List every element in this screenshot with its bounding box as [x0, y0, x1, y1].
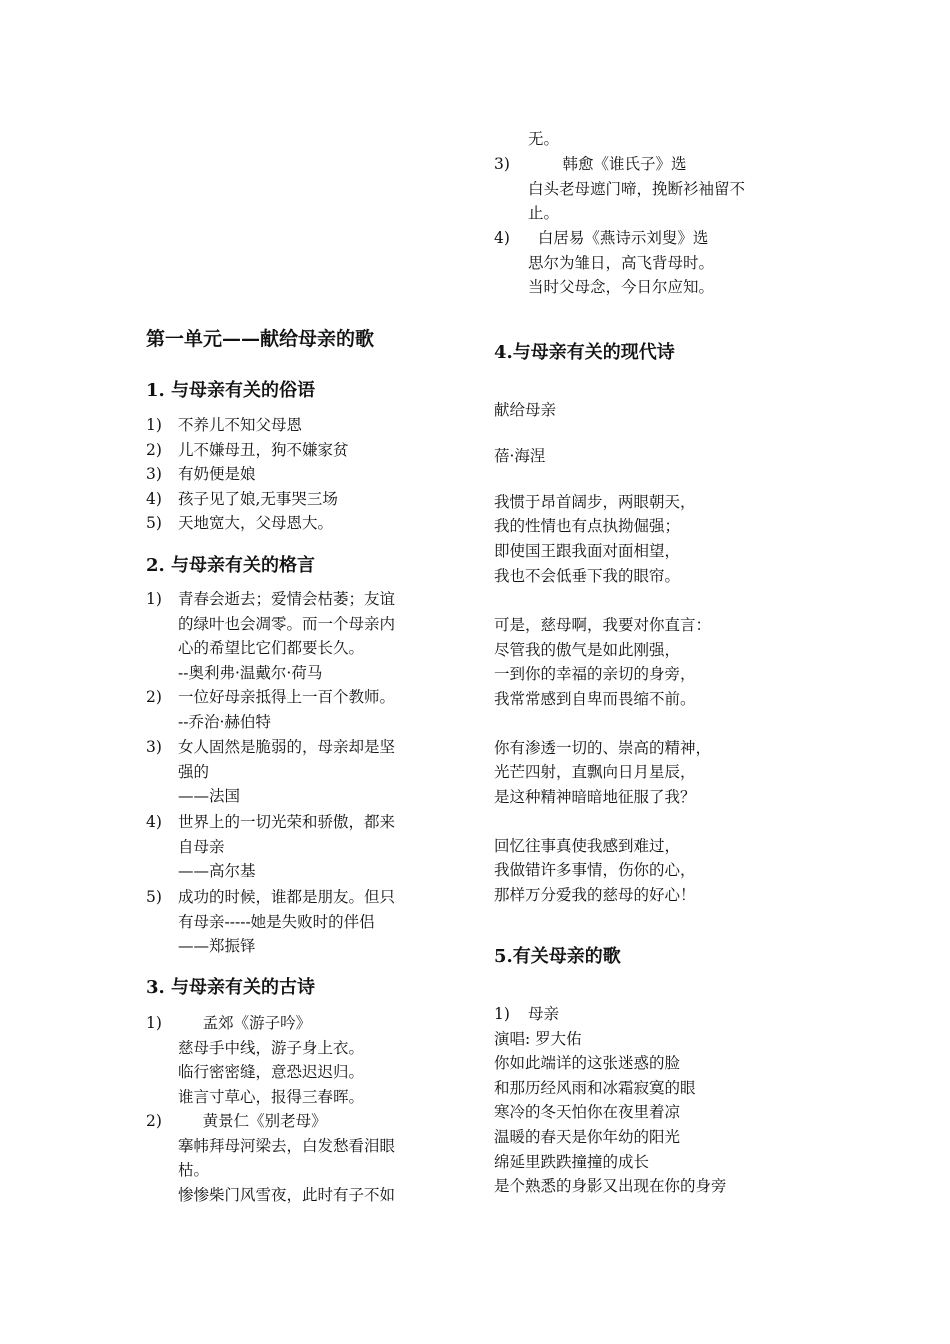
- list-item: [146, 587, 466, 685]
- item-text: 儿不嫌母丑，狗不嫌家贫: [178, 441, 349, 459]
- item-number: 2): [146, 688, 162, 706]
- item-text: 孩子见了娘,无事哭三场: [178, 490, 338, 508]
- list-item: [146, 511, 466, 536]
- song-title: 母亲: [528, 1005, 560, 1023]
- poem-line: 思尔为雏日，高飞背母时。: [528, 254, 715, 272]
- item-number: 1): [146, 416, 162, 434]
- item-number: 4): [494, 229, 510, 247]
- item-text: 不养儿不知父母恩: [178, 416, 303, 434]
- poem-line: 即使国王跟我面对面相望，: [494, 542, 681, 560]
- poem-line: 那样万分爱我的慈母的好心！: [494, 886, 696, 904]
- poem-line: 止。: [528, 204, 560, 222]
- poem-line: 我做错许多事情，伤你的心，: [494, 861, 696, 879]
- list-item: [146, 487, 466, 512]
- poem-title: 献给母亲: [494, 401, 557, 419]
- lyric-line: 是个熟悉的身影又出现在你的身旁: [494, 1177, 727, 1195]
- section-title-proverbs: 1. 与母亲有关的俗语: [146, 380, 316, 401]
- poem-line: 当时父母念，今日尔应知。: [528, 278, 715, 296]
- list-item: [146, 413, 466, 438]
- item-attribution: --乔治·赫伯特: [178, 712, 271, 731]
- poem-line: 我惯于昂首阔步，两眼朝天，: [494, 493, 696, 511]
- item-line: 青春会逝去；爱情会枯萎；友谊: [178, 590, 396, 608]
- poem-line: 临行密密缝，意恐迟迟归。: [178, 1063, 365, 1081]
- poem-line: 光芒四射，直飘向日月星辰，: [494, 763, 696, 781]
- item-attribution: ——郑振铎: [178, 937, 256, 955]
- poem-line: 你有渗透一切的、崇高的精神，: [494, 739, 712, 757]
- list-item: [146, 1109, 466, 1207]
- song-singer: 演唱: 罗大佑: [494, 1030, 582, 1048]
- lyric-line: 你如此端详的这张迷惑的脸: [494, 1054, 681, 1072]
- poem-line: 慈母手中线，游子身上衣。: [178, 1038, 365, 1057]
- poem-line: 我也不会低垂下我的眼帘。: [494, 567, 681, 585]
- poem-line: 我常常感到自卑而畏缩不前。: [494, 690, 696, 708]
- poem-line: 惨惨柴门风雪夜，此时有子不如: [178, 1185, 396, 1204]
- poem-line: 回忆往事真使我感到难过，: [494, 837, 681, 855]
- item-number: 4): [146, 813, 162, 831]
- item-number: 3): [494, 155, 510, 173]
- poem-title: 孟郊《游子吟》: [178, 1014, 312, 1032]
- poem-line: 尽管我的傲气是如此刚强，: [494, 641, 681, 659]
- item-number: 2): [146, 441, 162, 459]
- poem-line: 枯。: [178, 1161, 210, 1179]
- list-item: [146, 438, 466, 463]
- item-number: 5): [146, 888, 162, 906]
- item-number: 3): [146, 465, 162, 483]
- item-line: 自母亲: [178, 837, 225, 856]
- item-number: 3): [146, 738, 162, 756]
- item-line: 的绿叶也会凋零。而一个母亲内: [178, 614, 396, 633]
- item-number: 1): [494, 1005, 510, 1023]
- lyric-line: 和那历经风雨和冰霜寂寞的眼: [494, 1079, 696, 1097]
- item-line: 世界上的一切光荣和骄傲，都来: [178, 813, 396, 831]
- item-line: 心的希望比它们都要长久。: [178, 639, 365, 657]
- item-attribution: ——法国: [178, 787, 241, 805]
- poem-line: 白头老母遮门啼，挽断衫袖留不: [528, 180, 746, 198]
- item-line: 强的: [178, 762, 210, 781]
- poem-title: 韩愈《谁氏子》选: [528, 155, 687, 173]
- item-attribution: ——高尔基: [178, 862, 256, 880]
- item-line: 有母亲-----她是失败时的伴侣: [178, 912, 375, 931]
- poem-line: 搴帏拜母河梁去，白发愁看泪眼: [178, 1136, 396, 1155]
- list-item: [146, 735, 466, 809]
- list-item: [146, 885, 466, 959]
- item-text: 天地宽大，父母恩大。: [178, 514, 334, 532]
- item-attribution: --奥利弗·温戴尔·荷马: [178, 663, 323, 682]
- poem-author: 蓓·海涅: [494, 447, 546, 465]
- item-number: 1): [146, 590, 162, 608]
- lyric-line: 温暖的春天是你年幼的阳光: [494, 1128, 681, 1146]
- poem-title: 白居易《燕诗示刘叟》选: [528, 229, 709, 247]
- item-line: 女人固然是脆弱的，母亲却是坚: [178, 738, 396, 756]
- poem-line: 可是，慈母啊，我要对你直言：: [494, 616, 712, 634]
- poem-line: 是这种精神暗暗地征服了我？: [494, 788, 696, 806]
- lyric-line: 寒冷的冬天怕你在夜里着凉: [494, 1103, 681, 1121]
- section-title-songs: 5.有关母亲的歌: [494, 946, 621, 967]
- item-text: 有奶便是娘: [178, 465, 256, 483]
- section-title-modern-poems: 4.与母亲有关的现代诗: [494, 342, 675, 363]
- item-number: 4): [146, 490, 162, 508]
- item-line: 成功的时候，谁都是朋友。但只: [178, 888, 396, 906]
- item-number: 2): [146, 1112, 162, 1130]
- item-number: 1): [146, 1014, 162, 1032]
- lyric-line: 绵延里跌跌撞撞的成长: [494, 1153, 650, 1171]
- list-item: [146, 1011, 466, 1109]
- poem-line: 谁言寸草心，报得三春晖。: [178, 1087, 365, 1106]
- section-title-ancient-poems: 3. 与母亲有关的古诗: [146, 977, 316, 998]
- poem-line: 我的性情也有点执拗倔强；: [494, 517, 681, 535]
- continuation-line: 无。: [528, 130, 560, 148]
- unit-title: 第一单元——献给母亲的歌: [146, 328, 375, 350]
- poem-line: 一到你的幸福的亲切的身旁，: [494, 665, 696, 683]
- list-item: [146, 685, 466, 734]
- section-title-maxims: 2. 与母亲有关的格言: [146, 555, 316, 576]
- list-item: [146, 810, 466, 884]
- item-number: 5): [146, 514, 162, 532]
- list-item: [146, 462, 466, 487]
- item-line: 一位好母亲抵得上一百个教师。: [178, 688, 396, 706]
- poem-title: 黄景仁《别老母》: [178, 1112, 327, 1130]
